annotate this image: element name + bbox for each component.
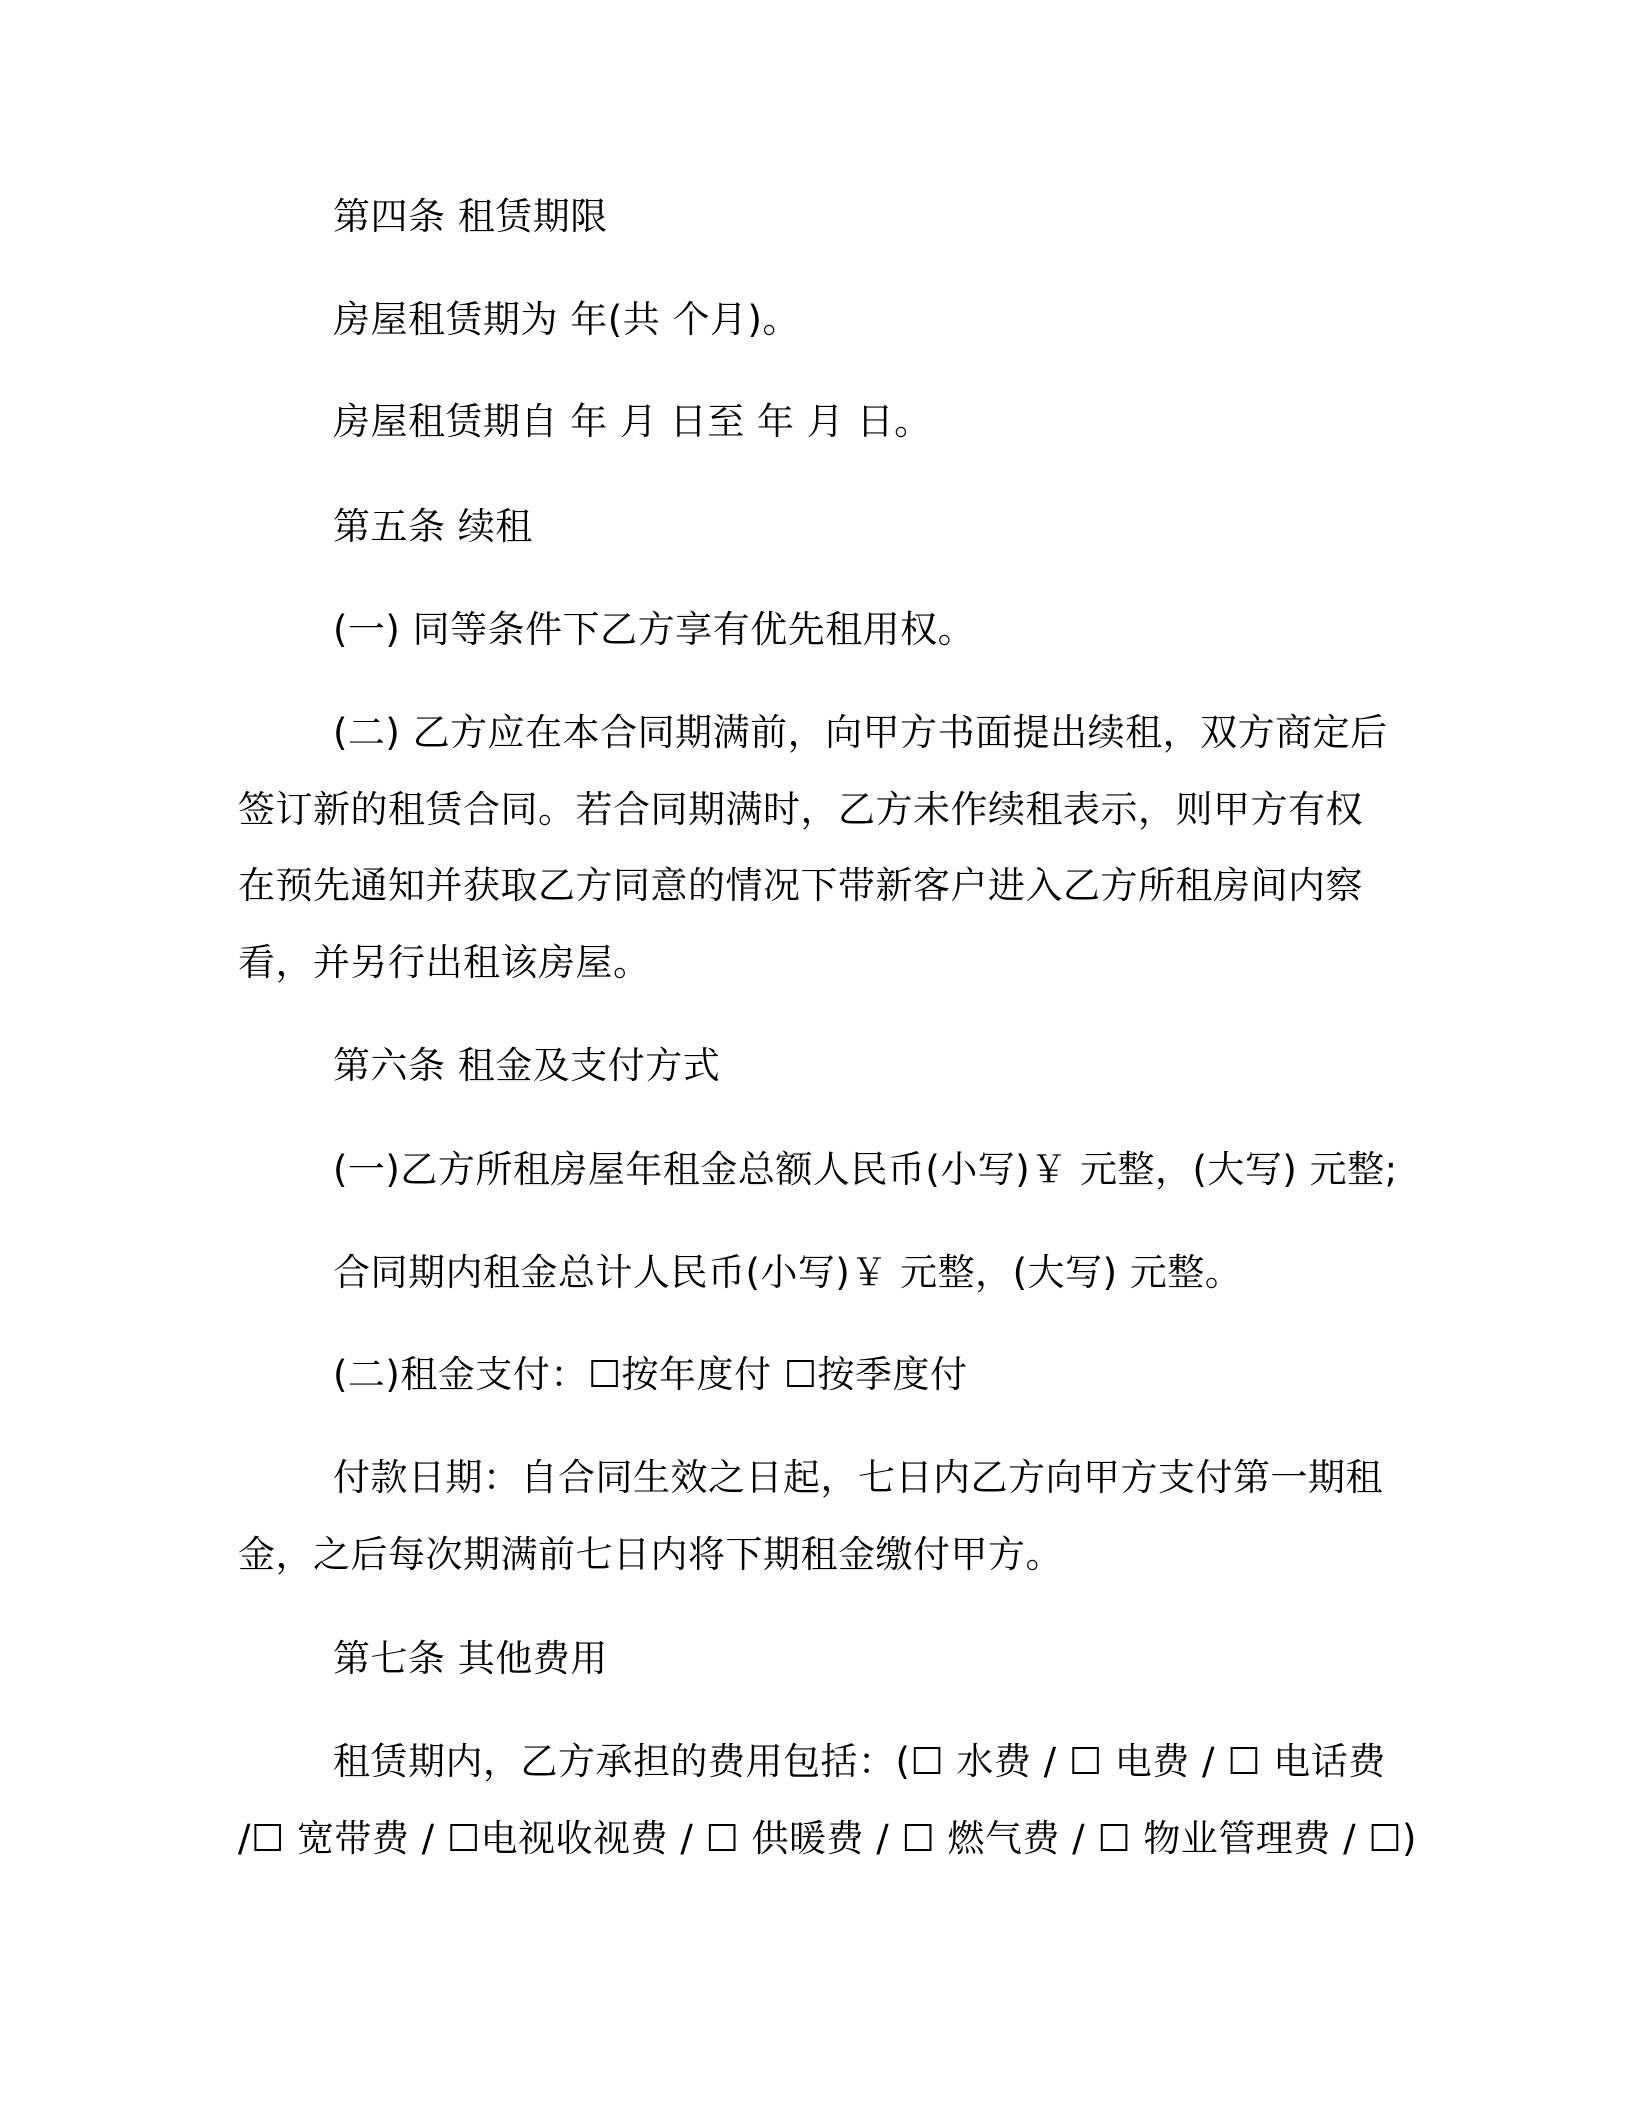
renewal-clause-2-line-2: 签订新的租赁合同。若合同期满时，乙方未作续租表示，则甲方有权 (238, 788, 1363, 831)
renewal-clause-2-line-3: 在预先通知并获取乙方同意的情况下带新客户进入乙方所租房间内察 (238, 864, 1363, 907)
renewal-clause-2-line-1: (二) 乙方应在本合同期满前，向甲方书面提出续租，双方商定后 (333, 711, 1388, 754)
article-7-heading: 第七条 其他费用 (333, 1637, 608, 1680)
payment-method-line: (二)租金支付：☐按年度付 ☐按季度付 (333, 1353, 968, 1396)
renewal-clause-2-line-4: 看，并另行出租该房屋。 (238, 941, 651, 984)
lease-term-line: 房屋租赁期为 年(共 个月)。 (333, 298, 800, 341)
article-4-heading: 第四条 租赁期限 (333, 195, 608, 238)
payment-date-line-1: 付款日期：自合同生效之日起，七日内乙方向甲方支付第一期租 (333, 1456, 1383, 1499)
annual-rent-line: (一)乙方所租房屋年租金总额人民币(小写)￥ 元整，(大写) 元整; (333, 1148, 1398, 1191)
article-6-heading: 第六条 租金及支付方式 (333, 1044, 721, 1087)
article-5-heading: 第五条 续租 (333, 505, 533, 548)
fees-line-2: /☐ 宽带费 / ☐电视收视费 / ☐ 供暖费 / ☐ 燃气费 / ☐ 物业管理费 / ☐) (238, 1817, 1417, 1860)
payment-date-line-2: 金，之后每次期满前七日内将下期租金缴付甲方。 (238, 1533, 1063, 1576)
renewal-clause-1: (一) 同等条件下乙方享有优先租用权。 (333, 608, 976, 651)
lease-period-line: 房屋租赁期自 年 月 日至 年 月 日。 (333, 400, 932, 443)
fees-line-1: 租赁期内，乙方承担的费用包括：(☐ 水费 / ☐ 电费 / ☐ 电话费 (333, 1740, 1386, 1783)
total-rent-line: 合同期内租金总计人民币(小写)￥ 元整，(大写) 元整。 (333, 1251, 1243, 1294)
